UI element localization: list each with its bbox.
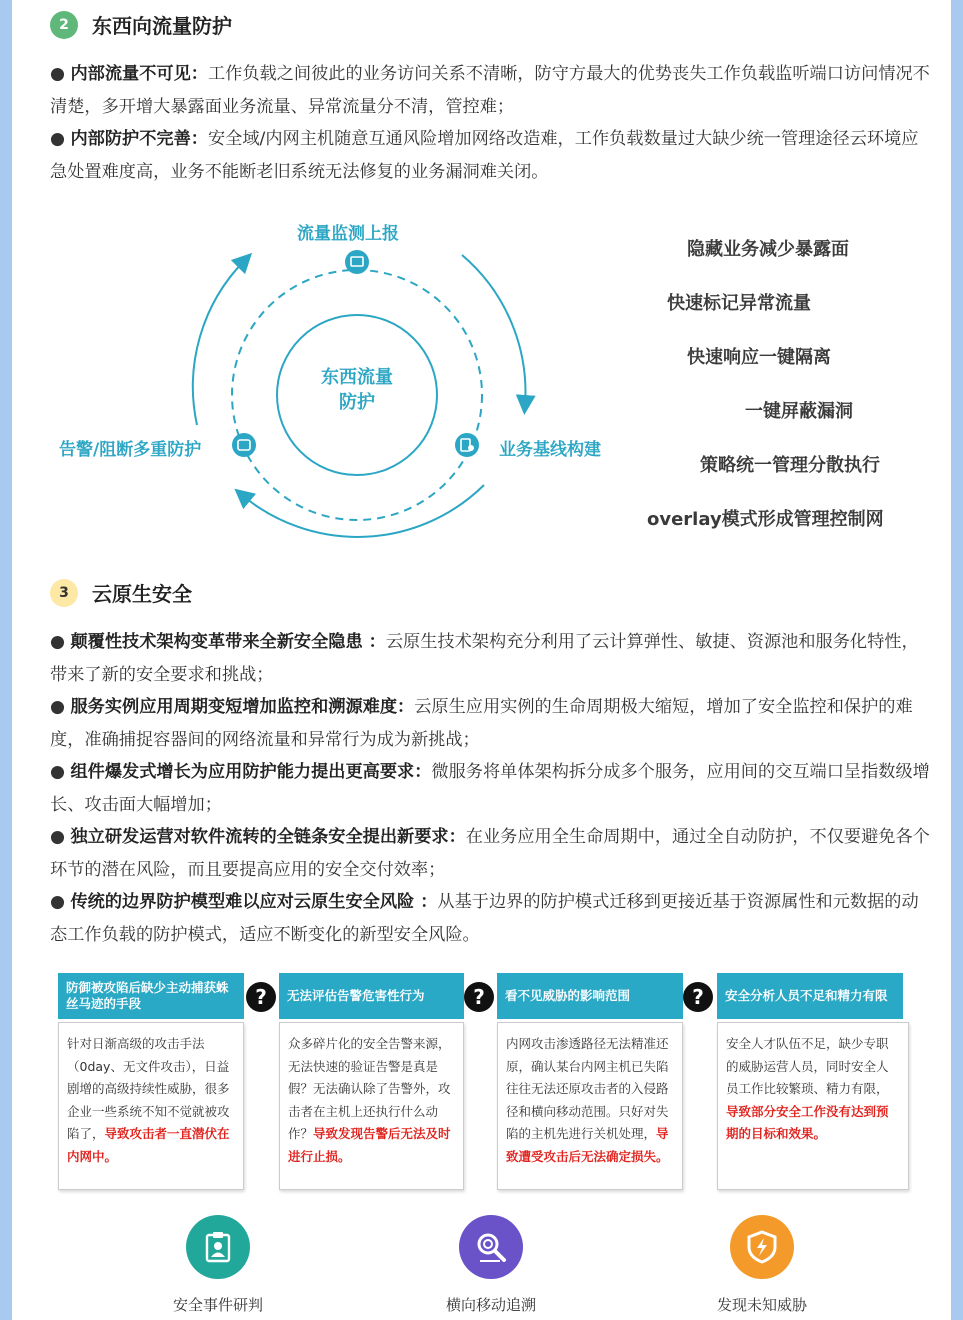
baseline-node-icon (455, 433, 479, 457)
card-title: 无法评估告警危害性行为 (279, 973, 464, 1019)
bullet-item: ● 内部流量不可见：工作负载之间彼此的业务访问关系不清晰，防守方最大的优势丧失工作负载监听端口访问情况不清楚，多开增大暴露面业务流量、异常流量分不清，管控难； (50, 64, 930, 117)
diagram-label-baseline: 业务基线构建 (499, 440, 601, 460)
feature-item: 快速标记异常流量 (667, 293, 811, 314)
bullet-item: ● 传统的边界防护模型难以应对云原生安全风险 ：从基于边界的防护模式迁移到更接近基于资源属性和元数据的动态工作负载的防护模式，适应不断变化的新型安全风险。 (50, 892, 919, 945)
section-2-header (50, 10, 232, 39)
article-content (12, 0, 951, 1320)
feature-item: 策略统一管理分散执行 (700, 455, 880, 476)
clipboard-user-icon (186, 1215, 250, 1279)
card-title: 看不见威胁的影响范围 (497, 973, 683, 1019)
section-number-badge: 3 (50, 579, 78, 607)
alert-node-icon (232, 433, 256, 457)
feature-item: overlay模式形成管理控制网 (647, 509, 884, 530)
bottom-label: 安全事件研判 (172, 1296, 263, 1314)
card-body: 安全人才队伍不足，缺少专职的威胁运营人员，同时安全人员工作比较繁琐、精力有限，导致部分安全工作没有达到预期的目标和效果。 (717, 1022, 909, 1190)
section-3-header (50, 578, 192, 607)
section-title: 东西向流量防护 (92, 14, 232, 38)
feature-item: 快速响应一键隔离 (687, 347, 831, 368)
bottom-label: 发现未知威胁 (716, 1296, 807, 1314)
feature-item: 隐藏业务减少暴露面 (687, 239, 849, 260)
diagram-label-monitor: 流量监测上报 (297, 224, 399, 244)
section-title: 云原生安全 (92, 582, 192, 606)
card-body: 针对日渐高级的攻击手法（0day、无文件攻击），日益剧增的高级持续性威胁，很多企业一些系统不知不觉就被攻陷了，导致攻击者一直潜伏在内网中。 (58, 1022, 244, 1190)
card-title: 安全分析人员不足和精力有限 (717, 973, 903, 1019)
cycle-arrow-right (462, 255, 525, 405)
magnifier-icon (459, 1215, 523, 1279)
diagram-center-text: 东西流量 防护 (321, 367, 393, 413)
cycle-arrow-left (193, 260, 245, 425)
bottom-label: 横向移动追溯 (445, 1296, 536, 1314)
section-3-bullets (50, 626, 930, 951)
feature-item: 一键屏蔽漏洞 (745, 401, 853, 422)
monitor-node-icon (345, 250, 369, 274)
card-title: 防御被攻陷后缺少主动捕获蛛丝马迹的手段 (58, 973, 244, 1019)
diagram-label-alert: 告警/阻断多重防护 (59, 440, 202, 460)
bullet-item: ● 组件爆发式增长为应用防护能力提出更高要求：微服务将单体架构拆分成多个服务，应用间的交互端口呈指数级增长、攻击面大幅增加； (50, 762, 930, 815)
question-icon: ? (683, 982, 713, 1012)
shield-bolt-icon (730, 1215, 794, 1279)
card-body: 内网攻击渗透路径无法精准还原，确认某台内网主机已失陷往往无法还原攻击者的入侵路径和横向移动范围。只好对失陷的主机先进行关机处理，导致遭受攻击后无法确定损失。 (497, 1022, 683, 1190)
bullet-item: ● 独立研发运营对软件流转的全链条安全提出新要求：在业务应用全生命周期中，通过全自动防护，不仅要避免各个环节的潜在风险，而且要提高应用的安全交付效率； (50, 827, 930, 880)
left-frame-border (0, 0, 12, 1320)
section-number-badge: 2 (50, 11, 78, 39)
section-2-bullets (50, 58, 930, 188)
bullet-item: ● 内部防护不完善：安全域/内网主机随意互通风险增加网络改造难，工作负载数量过大缺少统一管理途径云环境应急处置难度高，业务不能断老旧系统无法修复的业务漏洞难关闭。 (50, 129, 919, 182)
right-frame-border (951, 0, 963, 1320)
question-icon: ? (246, 982, 276, 1012)
east-west-protection-diagram (12, 205, 952, 550)
question-icon: ? (464, 982, 494, 1012)
bullet-item: ● 颠覆性技术架构变革带来全新安全隐患 ：云原生技术架构充分利用了云计算弹性、敏捷、资源池和服务化特性，带来了新的安全要求和挑战； (50, 632, 919, 685)
card-body: 众多碎片化的安全告警来源，无法快速的验证告警是真是假？无法确认除了告警外，攻击者在主机上还执行什么动作？导致发现告警后无法及时进行止损。 (279, 1022, 464, 1190)
bullet-item: ● 服务实例应用周期变短增加监控和溯源难度：云原生应用实例的生命周期极大缩短，增加了安全监控和保护的难度，准确捕捉容器间的网络流量和异常行为成为新挑战； (50, 697, 913, 750)
